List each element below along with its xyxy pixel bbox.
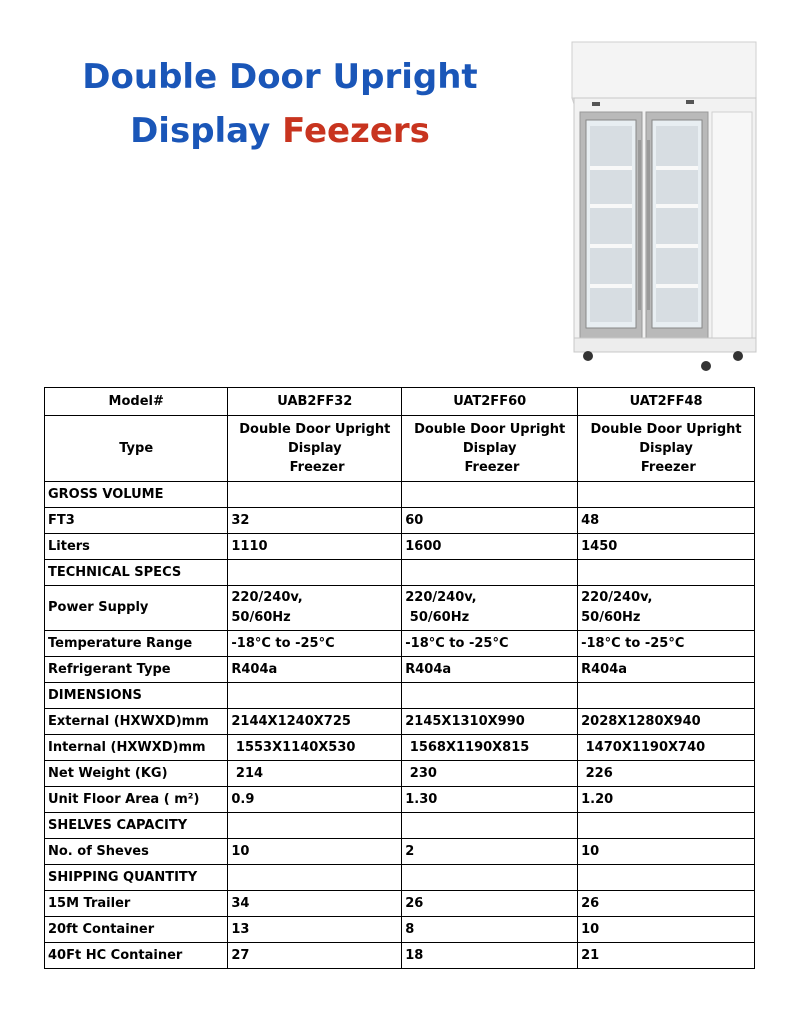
- row-value: 13: [228, 917, 402, 943]
- row-value: 1450: [578, 534, 755, 560]
- row-value: 27: [228, 943, 402, 969]
- row-value: 21: [578, 943, 755, 969]
- table-row: [45, 586, 755, 631]
- row-value: R404a: [402, 657, 578, 683]
- table-row: [45, 865, 755, 891]
- type-cell: Double Door Upright Display Freezer: [578, 416, 755, 482]
- row-value: -18°C to -25°C: [578, 631, 755, 657]
- table-header-row: [45, 388, 755, 416]
- row-value: [578, 482, 755, 508]
- row-value: [402, 560, 578, 586]
- title-display: Display: [130, 111, 271, 151]
- table-row: [45, 657, 755, 683]
- row-label: 15M Trailer: [45, 891, 228, 917]
- row-label: 20ft Container: [45, 917, 228, 943]
- freezer-image: [566, 40, 762, 378]
- row-value: 220/240v, 50/60Hz: [402, 586, 578, 631]
- row-label: FT3: [45, 508, 228, 534]
- row-value: 220/240v, 50/60Hz: [578, 586, 755, 631]
- row-value: 26: [402, 891, 578, 917]
- row-value: 1553X1140X530: [228, 735, 402, 761]
- row-value: [578, 865, 755, 891]
- header-model: UAB2FF32: [228, 388, 402, 416]
- row-label: SHIPPING QUANTITY: [45, 865, 228, 891]
- row-value: [578, 560, 755, 586]
- row-value: [228, 865, 402, 891]
- row-value: 48: [578, 508, 755, 534]
- row-value: 1568X1190X815: [402, 735, 578, 761]
- row-value: [402, 813, 578, 839]
- row-value: 2028X1280X940: [578, 709, 755, 735]
- row-value: 2: [402, 839, 578, 865]
- row-value: R404a: [578, 657, 755, 683]
- table-row: [45, 761, 755, 787]
- header-label: Model#: [45, 388, 228, 416]
- table-row-type: [45, 416, 755, 482]
- table-row: [45, 534, 755, 560]
- row-label: GROSS VOLUME: [45, 482, 228, 508]
- row-value: 26: [578, 891, 755, 917]
- row-label: Liters: [45, 534, 228, 560]
- spec-table: [44, 387, 755, 969]
- row-value: [402, 482, 578, 508]
- row-label: No. of Sheves: [45, 839, 228, 865]
- row-value: [402, 865, 578, 891]
- row-value: 214: [228, 761, 402, 787]
- row-value: 0.9: [228, 787, 402, 813]
- row-label: SHELVES CAPACITY: [45, 813, 228, 839]
- row-label: Unit Floor Area ( m²): [45, 787, 228, 813]
- row-label: Type: [45, 416, 228, 482]
- type-cell: Double Door Upright Display Freezer: [402, 416, 578, 482]
- page-title: [60, 50, 500, 158]
- row-label: Net Weight (KG): [45, 761, 228, 787]
- row-value: -18°C to -25°C: [402, 631, 578, 657]
- row-label: External (HXWXD)mm: [45, 709, 228, 735]
- row-value: 60: [402, 508, 578, 534]
- type-cell: Double Door Upright Display Freezer: [228, 416, 402, 482]
- row-value: [228, 560, 402, 586]
- table-row: [45, 631, 755, 657]
- table-row: [45, 839, 755, 865]
- row-value: [578, 813, 755, 839]
- row-value: 2145X1310X990: [402, 709, 578, 735]
- row-value: [402, 683, 578, 709]
- row-value: 18: [402, 943, 578, 969]
- row-value: 226: [578, 761, 755, 787]
- row-value: 1.30: [402, 787, 578, 813]
- row-value: -18°C to -25°C: [228, 631, 402, 657]
- row-value: 1600: [402, 534, 578, 560]
- row-value: [228, 683, 402, 709]
- row-value: 34: [228, 891, 402, 917]
- row-value: 2144X1240X725: [228, 709, 402, 735]
- table-row: [45, 891, 755, 917]
- row-label: TECHNICAL SPECS: [45, 560, 228, 586]
- row-value: 220/240v, 50/60Hz: [228, 586, 402, 631]
- row-value: 10: [228, 839, 402, 865]
- row-label: Power Supply: [45, 586, 228, 631]
- row-value: [228, 482, 402, 508]
- title-line-2: [60, 104, 500, 158]
- title-feezers: Feezers: [282, 111, 430, 151]
- row-value: 1110: [228, 534, 402, 560]
- table-row: [45, 943, 755, 969]
- row-value: 32: [228, 508, 402, 534]
- table-row: [45, 508, 755, 534]
- row-value: 1470X1190X740: [578, 735, 755, 761]
- table-row: [45, 560, 755, 586]
- header-model: UAT2FF48: [578, 388, 755, 416]
- row-value: R404a: [228, 657, 402, 683]
- table-row: [45, 683, 755, 709]
- table-row: [45, 787, 755, 813]
- table-row: [45, 917, 755, 943]
- row-value: 10: [578, 917, 755, 943]
- row-value: [578, 683, 755, 709]
- row-value: 8: [402, 917, 578, 943]
- table-row: [45, 735, 755, 761]
- row-value: [228, 813, 402, 839]
- table-row: [45, 482, 755, 508]
- row-label: Refrigerant Type: [45, 657, 228, 683]
- row-label: DIMENSIONS: [45, 683, 228, 709]
- table-row: [45, 709, 755, 735]
- title-line-1: Double Door Upright: [82, 57, 478, 97]
- header-model: UAT2FF60: [402, 388, 578, 416]
- row-value: 10: [578, 839, 755, 865]
- row-label: Internal (HXWXD)mm: [45, 735, 228, 761]
- row-value: 230: [402, 761, 578, 787]
- table-row: [45, 813, 755, 839]
- row-label: Temperature Range: [45, 631, 228, 657]
- row-value: 1.20: [578, 787, 755, 813]
- row-label: 40Ft HC Container: [45, 943, 228, 969]
